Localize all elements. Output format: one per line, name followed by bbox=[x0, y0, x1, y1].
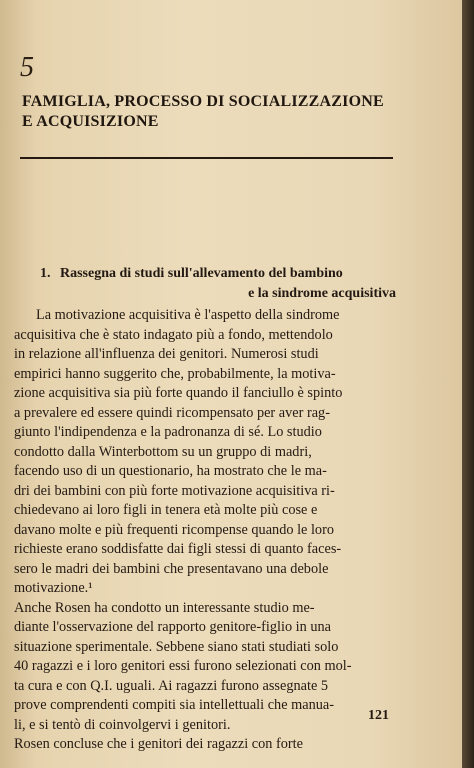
section-title-line-2: e la sindrome acquisitiva bbox=[248, 286, 396, 301]
text-line: situazione sperimentale. Sebbene siano stati studiati solo bbox=[14, 638, 339, 655]
text-line: empirici hanno suggerito che, probabilmente, la motiva- bbox=[14, 365, 336, 382]
page-edge bbox=[462, 0, 474, 768]
chapter-title-line-2: E ACQUISIZIONE bbox=[22, 113, 159, 130]
text-line: davano molte e più frequenti ricompense quando le loro bbox=[14, 521, 334, 538]
text-line: motivazione.¹ bbox=[14, 580, 93, 596]
text-line: 40 ragazzi e i loro genitori essi furono selezionati con mol- bbox=[14, 658, 352, 674]
text-line: chiedevano ai loro figli in tenera età molte più cose e bbox=[14, 502, 318, 518]
text-line: li, e si tentò di coinvolgervi i genitori. bbox=[14, 716, 231, 733]
text-line: diante l'osservazione del rapporto genitore-figlio in una bbox=[14, 619, 332, 635]
chapter-number: 5 bbox=[20, 52, 34, 83]
text-line: Anche Rosen ha condotto un interessante studio me- bbox=[14, 599, 315, 616]
text-line: acquisitiva che è stato indagato più a fondo, mettendolo bbox=[14, 326, 333, 343]
text-line: a prevalere ed essere quindi ricompensato per aver rag- bbox=[14, 404, 330, 421]
text-line: Rosen concluse che i genitori dei ragazzi con forte bbox=[14, 736, 303, 752]
text-line: dri dei bambini con più forte motivazione acquisitiva ri- bbox=[14, 482, 335, 499]
text-line: zione acquisitiva sia più forte quando il fanciullo è spinto bbox=[14, 385, 343, 401]
section-heading bbox=[40, 264, 396, 304]
text-line: sero le madri dei bambini che presentavano una debole bbox=[14, 560, 329, 577]
chapter-title-line-1: FAMIGLIA, PROCESSO DI SOCIALIZZAZIONE bbox=[22, 93, 384, 110]
text-line: richieste erano soddisfatte dai figli stessi di quanto faces- bbox=[14, 541, 342, 557]
section-number: 1. bbox=[40, 266, 51, 281]
text-line: giunto l'indipendenza e la padronanza di sé. Lo studio bbox=[14, 424, 322, 440]
body-text bbox=[14, 306, 400, 755]
text-line: ta cura e con Q.I. uguali. Ai ragazzi furono assegnate 5 bbox=[14, 677, 329, 694]
text-line: in relazione all'influenza dei genitori. Numerosi studi bbox=[14, 346, 319, 362]
text-line: facendo uso di un questionario, ha mostrato che le ma- bbox=[14, 463, 327, 479]
section-title-line-1: Rassegna di studi sull'allevamento del bambino bbox=[60, 266, 343, 281]
page-number: 121 bbox=[368, 708, 389, 723]
text-line: condotto dalla Winterbottom su un gruppo di madri, bbox=[14, 443, 312, 460]
chapter-title bbox=[22, 92, 422, 132]
chapter-divider bbox=[20, 157, 393, 159]
text-line: La motivazione acquisitiva è l'aspetto della sindrome bbox=[36, 307, 340, 323]
text-line: prove comprendenti compiti sia intellettuali che manua- bbox=[14, 697, 334, 713]
